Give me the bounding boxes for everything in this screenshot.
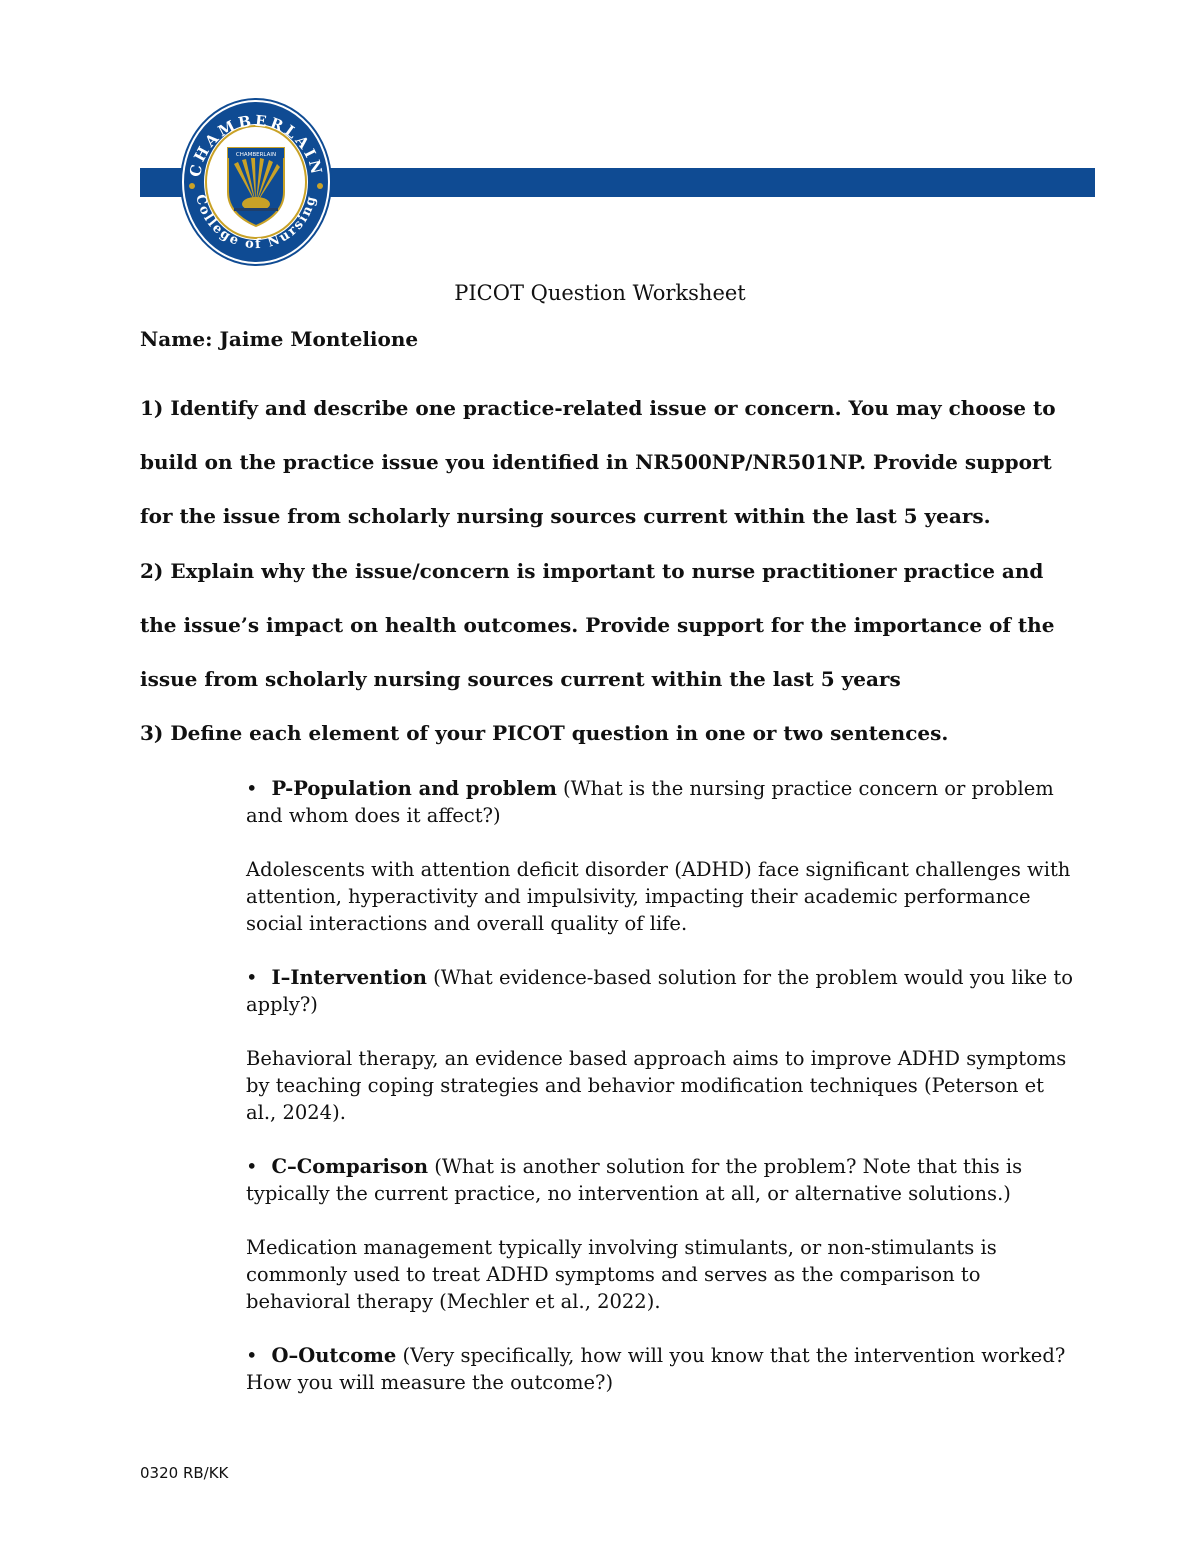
picot-o-prompt: (Very specifically, how will you know that the intervention worked? How you will measure the outcome?) — [246, 1344, 1066, 1394]
bullet-icon: • — [246, 1344, 258, 1367]
picot-p-answer: Adolescents with attention deficit disorder (ADHD) face significant challenges with attention, hyperactivity and impulsivity, impacting their academic performance social interactions and overall quality of life. — [246, 858, 1071, 935]
picot-c-item — [246, 1153, 1076, 1207]
question-2: 2) Explain why the issue/concern is important to nurse practitioner practice and the issue’s impact on health outcomes. Provide support for the importance of the issue from scholarly nursing sources current within the last 5 years — [140, 559, 1055, 691]
picot-p-prompt: (What is the nursing practice concern or problem and whom does it affect?) — [246, 777, 1054, 827]
bullet-icon: • — [246, 777, 258, 800]
picot-o-item — [246, 1342, 1076, 1396]
shield-text: CHAMBERLAIN — [235, 152, 277, 158]
seal-arc-bottom: College of Nursing — [192, 193, 320, 253]
page-title: PICOT Question Worksheet — [454, 281, 746, 305]
picot-i-answer: Behavioral therapy, an evidence based approach aims to improve ADHD symptoms by teaching coping strategies and behavior modification techniques (Peterson et al., 2024). — [246, 1047, 1067, 1124]
picot-c-label: C–Comparison — [271, 1155, 429, 1178]
seal-arc-top: CHAMBERLAIN — [185, 111, 327, 179]
question-1: 1) Identify and describe one practice-related issue or concern. You may choose to build on the practice issue you identified in NR500NP/NR501NP. Provide support for the issue from scholarly nursing sources current within the last 5 years. — [140, 396, 1056, 528]
picot-p-label: P-Population and problem — [271, 777, 557, 800]
picot-c-prompt: (What is another solution for the problem? Note that this is typically the current practice, no intervention at all, or alternative solutions.) — [246, 1155, 1023, 1205]
question-3: 3) Define each element of your PICOT question in one or two sentences. — [140, 721, 949, 745]
picot-p-item — [246, 775, 1076, 829]
chamberlain-seal-logo — [178, 96, 334, 268]
picot-i-label: I–Intervention — [271, 966, 427, 989]
bullet-icon: • — [246, 1155, 258, 1178]
picot-i-prompt: (What evidence-based solution for the problem would you like to apply?) — [246, 966, 1073, 1016]
bullet-icon: • — [246, 966, 258, 989]
picot-o-label: O–Outcome — [271, 1344, 397, 1367]
picot-c-answer: Medication management typically involving stimulants, or non-stimulants is commonly used to treat ADHD symptoms and serves as the comparison to behavioral therapy (Mechler et al., 2022). — [246, 1236, 997, 1313]
shield-icon — [228, 148, 284, 226]
student-name: Name: Jaime Montelione — [140, 327, 419, 351]
footer-code: 0320 RB/KK — [140, 1464, 229, 1482]
picot-i-item — [246, 964, 1076, 1018]
